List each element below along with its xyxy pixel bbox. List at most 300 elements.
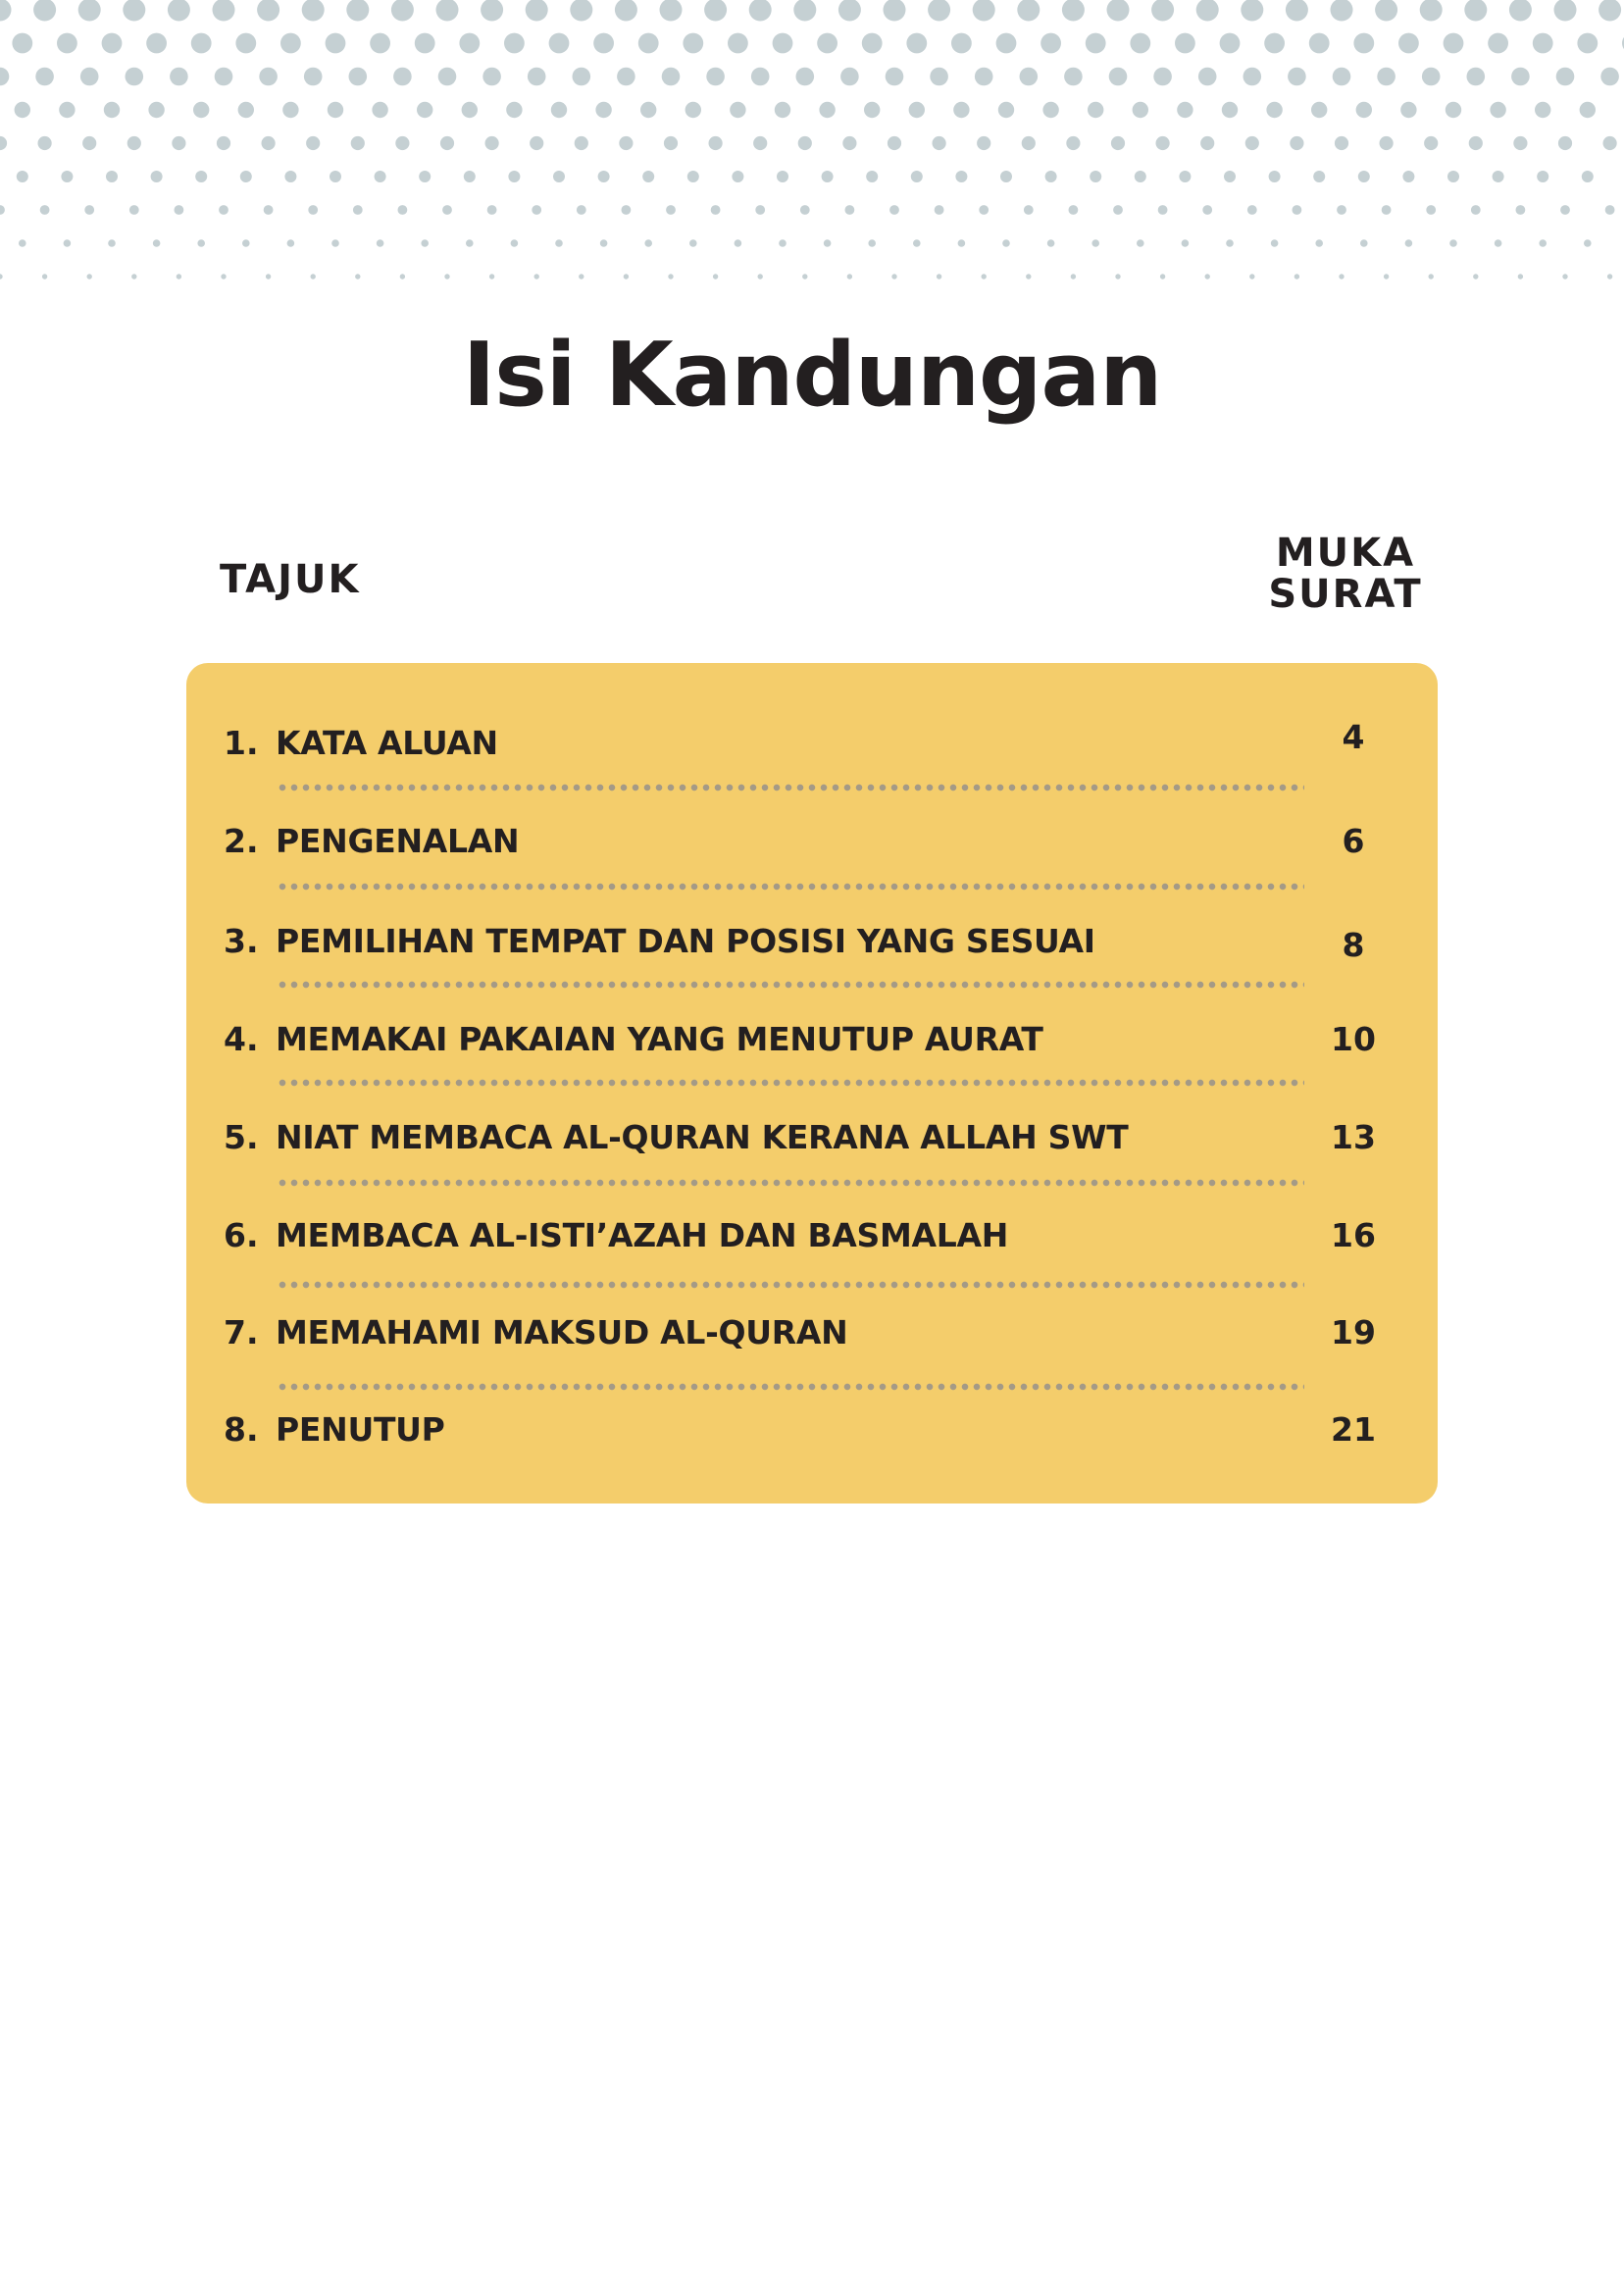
pattern-dot: [996, 33, 1017, 54]
pattern-dot: [1360, 239, 1368, 247]
pattern-dot: [466, 239, 474, 247]
topic-column-header: TAJUK: [220, 557, 361, 602]
pattern-dot: [1290, 136, 1303, 150]
pattern-dot: [800, 205, 810, 215]
pattern-dot: [1424, 136, 1438, 150]
pattern-dot: [579, 274, 584, 279]
pattern-dot: [1488, 33, 1508, 54]
pattern-dot: [308, 205, 318, 215]
pattern-dot: [481, 0, 503, 22]
pattern-dot: [884, 0, 906, 22]
pattern-dot: [1066, 136, 1080, 150]
toc-item-title: MEMAHAMI MAKSUD AL-QURAN: [276, 1313, 848, 1351]
pattern-dot: [444, 274, 449, 279]
pattern-dot: [311, 274, 316, 279]
pattern-dot: [1513, 136, 1527, 150]
pattern-dot: [593, 33, 614, 54]
pattern-dot: [1241, 0, 1263, 22]
pattern-dot: [193, 102, 209, 118]
pattern-dot: [1467, 68, 1486, 86]
pattern-dot: [1026, 274, 1031, 279]
pattern-dot: [1086, 33, 1106, 54]
pattern-dot: [346, 0, 369, 22]
pattern-dot: [1133, 102, 1148, 118]
pattern-dot: [1420, 0, 1443, 22]
pattern-dot: [862, 33, 883, 54]
pattern-dot: [600, 239, 608, 247]
pattern-dot: [1313, 171, 1325, 182]
pattern-dot: [817, 33, 837, 54]
pattern-dot: [326, 33, 346, 54]
pattern-dot: [906, 33, 927, 54]
pattern-dot: [104, 102, 120, 118]
pattern-dot: [1358, 171, 1370, 182]
pattern-dot: [1047, 239, 1055, 247]
pattern-dot: [1205, 274, 1210, 279]
pattern-dot: [282, 102, 298, 118]
pattern-dot: [1384, 274, 1389, 279]
pattern-dot: [1088, 102, 1103, 118]
pattern-dot: [1198, 68, 1217, 86]
pattern-dot: [304, 68, 323, 86]
pattern-dot: [508, 171, 520, 182]
pattern-dot: [1286, 0, 1308, 22]
pattern-dot: [1151, 0, 1174, 22]
pattern-dot: [1177, 102, 1193, 118]
pattern-dot: [1017, 0, 1040, 22]
toc-item-title: PENUTUP: [276, 1410, 445, 1449]
pattern-dot: [372, 102, 387, 118]
pattern-dot: [219, 205, 228, 215]
pattern-dot: [1243, 68, 1262, 86]
pattern-dot: [1518, 274, 1523, 279]
pattern-dot: [511, 239, 519, 247]
pattern-dot: [1249, 274, 1254, 279]
pattern-dot: [845, 205, 855, 215]
pattern-dot: [886, 68, 904, 86]
toc-item-number: 8.: [224, 1410, 259, 1449]
pattern-dot: [753, 136, 767, 150]
pattern-dot: [555, 239, 563, 247]
pattern-dot: [840, 68, 859, 86]
pattern-dot: [1045, 171, 1057, 182]
pattern-dot: [1020, 68, 1039, 86]
pattern-dot: [15, 102, 30, 118]
page-column-header-line2: SURAT: [1268, 572, 1423, 617]
pattern-dot: [287, 239, 295, 247]
pattern-dot: [191, 33, 212, 54]
pattern-dot: [415, 33, 435, 54]
pattern-dot: [462, 102, 478, 118]
pattern-dot: [328, 102, 343, 118]
pattern-dot: [131, 274, 136, 279]
toc-item-number: 4.: [224, 1020, 259, 1058]
pattern-dot: [38, 136, 52, 150]
toc-item[interactable]: [186, 1206, 1438, 1265]
pattern-dot: [1000, 171, 1012, 182]
pattern-dot: [1266, 102, 1282, 118]
pattern-dot: [1182, 239, 1190, 247]
toc-item-title: MEMAKAI PAKAIAN YANG MENUTUP AURAT: [276, 1020, 1043, 1058]
pattern-dot: [551, 102, 567, 118]
pattern-dot: [487, 205, 497, 215]
pattern-dot: [530, 136, 543, 150]
pattern-dot: [464, 171, 476, 182]
page-title: Isi Kandungan: [462, 324, 1162, 427]
pattern-dot: [489, 274, 494, 279]
pattern-dot: [532, 205, 541, 215]
pattern-dot: [1064, 68, 1083, 86]
pattern-dot: [666, 205, 676, 215]
pattern-dot: [87, 274, 92, 279]
pattern-dot: [577, 205, 586, 215]
pattern-dot: [1353, 33, 1374, 54]
pattern-dot: [1429, 274, 1434, 279]
pattern-dot: [1337, 205, 1346, 215]
pattern-dot: [1535, 102, 1550, 118]
pattern-dot: [824, 239, 832, 247]
pattern-dot: [262, 136, 276, 150]
pattern-dot: [973, 0, 995, 22]
pattern-dot: [61, 171, 73, 182]
pattern-dot: [704, 0, 727, 22]
pattern-dot: [534, 274, 539, 279]
pattern-dot: [1493, 171, 1504, 182]
pattern-dot: [866, 171, 878, 182]
dotted-divider: [277, 883, 1304, 891]
pattern-dot: [59, 102, 75, 118]
pattern-dot: [1339, 274, 1344, 279]
pattern-dot: [1024, 205, 1034, 215]
pattern-dot: [375, 171, 386, 182]
pattern-dot: [1309, 33, 1330, 54]
table-of-contents: [186, 663, 1438, 1504]
pattern-dot: [1582, 171, 1594, 182]
dotted-divider: [277, 1079, 1304, 1087]
toc-item-number: 3.: [224, 922, 259, 960]
pattern-dot: [1377, 68, 1396, 86]
pattern-dot: [1062, 0, 1085, 22]
pattern-dot: [306, 136, 320, 150]
pattern-dot: [888, 136, 901, 150]
pattern-dot: [1335, 136, 1348, 150]
pattern-dot: [1554, 0, 1577, 22]
toc-item-title: PENGENALAN: [276, 822, 520, 860]
pattern-dot: [355, 274, 360, 279]
pattern-dot: [12, 33, 32, 54]
pattern-dot: [1179, 171, 1191, 182]
pattern-dot: [102, 33, 123, 54]
pattern-dot: [751, 68, 770, 86]
pattern-dot: [1398, 33, 1419, 54]
pattern-dot: [1160, 274, 1165, 279]
pattern-dot: [570, 0, 592, 22]
toc-item[interactable]: [186, 1108, 1438, 1167]
pattern-dot: [732, 171, 743, 182]
pattern-dot: [331, 239, 339, 247]
pattern-dot: [796, 68, 815, 86]
pattern-dot: [977, 136, 990, 150]
pattern-dot: [129, 205, 139, 215]
toc-item[interactable]: [186, 812, 1438, 871]
pattern-dot: [175, 205, 184, 215]
toc-item-page: 6: [1342, 822, 1365, 860]
pattern-dot: [235, 33, 256, 54]
pattern-dot: [259, 68, 278, 86]
pattern-dot: [1071, 274, 1076, 279]
pattern-dot: [1135, 171, 1146, 182]
pattern-dot: [662, 68, 681, 86]
pattern-dot: [575, 136, 588, 150]
pattern-dot: [1202, 205, 1212, 215]
pattern-dot: [1599, 0, 1621, 22]
pattern-dot: [930, 68, 948, 86]
pattern-dot: [485, 136, 499, 150]
pattern-dot: [868, 239, 876, 247]
pattern-dot: [1603, 136, 1617, 150]
pattern-dot: [1537, 171, 1548, 182]
pattern-dot: [377, 239, 384, 247]
pattern-dot: [624, 274, 629, 279]
pattern-dot: [438, 68, 457, 86]
pattern-dot: [793, 0, 816, 22]
pattern-dot: [777, 171, 788, 182]
pattern-dot: [838, 0, 861, 22]
pattern-dot: [735, 239, 742, 247]
pattern-dot: [1509, 0, 1532, 22]
pattern-dot: [1469, 136, 1483, 150]
pattern-dot: [400, 274, 405, 279]
pattern-dot: [280, 33, 301, 54]
pattern-dot: [1556, 68, 1575, 86]
pattern-dot: [1447, 171, 1459, 182]
pattern-dot: [842, 136, 856, 150]
pattern-dot: [706, 68, 725, 86]
pattern-dot: [57, 33, 77, 54]
toc-item[interactable]: [186, 912, 1438, 971]
pattern-dot: [123, 0, 145, 22]
pattern-dot: [1158, 205, 1168, 215]
pattern-dot: [106, 171, 118, 182]
pattern-dot: [0, 136, 7, 150]
pattern-dot: [1562, 274, 1567, 279]
pattern-dot: [935, 205, 944, 215]
pattern-dot: [80, 68, 99, 86]
pattern-dot: [1245, 136, 1259, 150]
toc-item-page: 21: [1331, 1410, 1376, 1449]
pattern-dot: [506, 102, 522, 118]
pattern-dot: [1605, 205, 1615, 215]
pattern-dot: [221, 274, 226, 279]
toc-item[interactable]: [186, 714, 1438, 773]
dotted-divider: [277, 981, 1304, 989]
pattern-dot: [1294, 274, 1299, 279]
pattern-dot: [459, 33, 480, 54]
pattern-dot: [84, 205, 94, 215]
pattern-dot: [619, 136, 633, 150]
pattern-dot: [419, 171, 431, 182]
pattern-dot: [1577, 33, 1598, 54]
pattern-dot: [395, 136, 409, 150]
pattern-dot: [1405, 239, 1413, 247]
toc-item-number: 2.: [224, 822, 259, 860]
pattern-dot: [573, 68, 591, 86]
toc-item-page: 13: [1331, 1118, 1376, 1156]
pattern-dot: [504, 33, 525, 54]
pattern-dot: [598, 171, 610, 182]
pattern-dot: [773, 33, 793, 54]
pattern-dot: [1473, 274, 1478, 279]
pattern-dot: [644, 239, 652, 247]
toc-item-page: 8: [1342, 926, 1365, 964]
pattern-dot: [257, 0, 279, 22]
toc-item-title: PEMILIHAN TEMPAT DAN POSISI YANG SESUAI: [276, 922, 1095, 960]
toc-item-page: 10: [1331, 1020, 1376, 1058]
pattern-dot: [151, 171, 163, 182]
pattern-dot: [689, 239, 697, 247]
dotted-divider: [277, 784, 1304, 791]
page-column-header-line1: MUKA: [1275, 531, 1416, 576]
pattern-dot: [1333, 68, 1351, 86]
pattern-dot: [822, 171, 834, 182]
pattern-dot: [1220, 33, 1241, 54]
pattern-dot: [664, 136, 678, 150]
pattern-dot: [1109, 68, 1128, 86]
pattern-dot: [1422, 68, 1441, 86]
pattern-dot: [238, 102, 254, 118]
pattern-dot: [638, 33, 659, 54]
pattern-dot: [391, 0, 414, 22]
pattern-dot: [177, 274, 181, 279]
pattern-dot: [1022, 136, 1036, 150]
pattern-dot: [640, 102, 656, 118]
pattern-dot: [0, 0, 12, 22]
pattern-dot: [953, 102, 969, 118]
pattern-dot: [642, 171, 654, 182]
toc-item-page: 4: [1342, 718, 1365, 756]
pattern-dot: [1490, 102, 1505, 118]
pattern-dot: [709, 136, 723, 150]
pattern-dot: [1153, 68, 1172, 86]
pattern-dot: [1446, 102, 1461, 118]
pattern-dot: [19, 239, 26, 247]
pattern-dot: [330, 171, 341, 182]
pattern-dot: [82, 136, 96, 150]
pattern-dot: [240, 171, 252, 182]
pattern-dot: [687, 171, 699, 182]
pattern-dot: [1040, 33, 1061, 54]
pattern-dot: [1115, 274, 1120, 279]
pattern-dot: [1226, 239, 1234, 247]
pattern-dot: [349, 68, 368, 86]
pattern-dot: [1382, 205, 1392, 215]
pattern-dot: [1600, 68, 1619, 86]
pattern-dot: [1331, 0, 1353, 22]
pattern-dot: [1471, 205, 1481, 215]
pattern-dot: [928, 0, 950, 22]
pattern-dot: [215, 68, 233, 86]
pattern-dot: [146, 33, 167, 54]
pattern-dot: [553, 171, 565, 182]
pattern-dot: [933, 136, 946, 150]
pattern-dot: [1200, 136, 1214, 150]
pattern-dot: [1400, 102, 1416, 118]
toc-item-number: 1.: [224, 724, 259, 762]
pattern-dot: [0, 68, 9, 86]
pattern-dot: [421, 239, 429, 247]
pattern-dot: [264, 205, 274, 215]
pattern-dot: [1156, 136, 1170, 150]
pattern-dot: [728, 33, 748, 54]
dot-pattern-decoration: [0, 0, 1624, 294]
pattern-dot: [1107, 0, 1130, 22]
toc-item-title: KATA ALUAN: [276, 724, 498, 762]
pattern-dot: [749, 0, 772, 22]
pattern-dot: [528, 68, 546, 86]
pattern-dot: [615, 0, 637, 22]
pattern-dot: [955, 171, 967, 182]
pattern-dot: [911, 171, 923, 182]
pattern-dot: [685, 102, 701, 118]
pattern-dot: [979, 205, 989, 215]
toc-item[interactable]: [186, 1010, 1438, 1069]
pattern-dot: [958, 239, 966, 247]
dotted-divider: [277, 1383, 1304, 1391]
pattern-dot: [440, 136, 454, 150]
pattern-dot: [1264, 33, 1285, 54]
pattern-dot: [302, 0, 325, 22]
pattern-dot: [617, 68, 635, 86]
pattern-dot: [1069, 205, 1079, 215]
pattern-dot: [1449, 239, 1457, 247]
pattern-dot: [1090, 171, 1101, 182]
pattern-dot: [1111, 136, 1125, 150]
toc-item-title: MEMBACA AL-ISTI’AZAH DAN BASMALAH: [276, 1216, 1009, 1254]
pattern-dot: [802, 274, 807, 279]
toc-item[interactable]: [186, 1401, 1438, 1459]
pattern-dot: [284, 171, 296, 182]
pattern-dot: [1539, 239, 1547, 247]
toc-item-number: 6.: [224, 1216, 259, 1254]
pattern-dot: [549, 33, 570, 54]
pattern-dot: [1464, 0, 1487, 22]
pattern-dot: [1402, 171, 1414, 182]
pattern-dot: [1533, 33, 1553, 54]
pattern-dot: [1444, 33, 1464, 54]
pattern-dot: [353, 205, 363, 215]
pattern-dot: [1042, 102, 1058, 118]
toc-item-number: 7.: [224, 1313, 259, 1351]
pattern-dot: [1356, 102, 1372, 118]
pattern-dot: [526, 0, 548, 22]
pattern-dot: [351, 136, 365, 150]
pattern-dot: [108, 239, 116, 247]
toc-item[interactable]: [186, 1303, 1438, 1362]
pattern-dot: [982, 274, 987, 279]
pattern-dot: [1002, 239, 1010, 247]
pattern-dot: [779, 239, 787, 247]
pattern-dot: [1288, 68, 1306, 86]
pattern-dot: [891, 274, 896, 279]
pattern-dot: [998, 102, 1014, 118]
dotted-divider: [277, 1281, 1304, 1289]
pattern-dot: [153, 239, 161, 247]
pattern-dot: [1315, 239, 1323, 247]
dotted-divider: [277, 1179, 1304, 1187]
pattern-dot: [1375, 0, 1397, 22]
pattern-dot: [0, 274, 3, 279]
pattern-dot: [398, 205, 408, 215]
